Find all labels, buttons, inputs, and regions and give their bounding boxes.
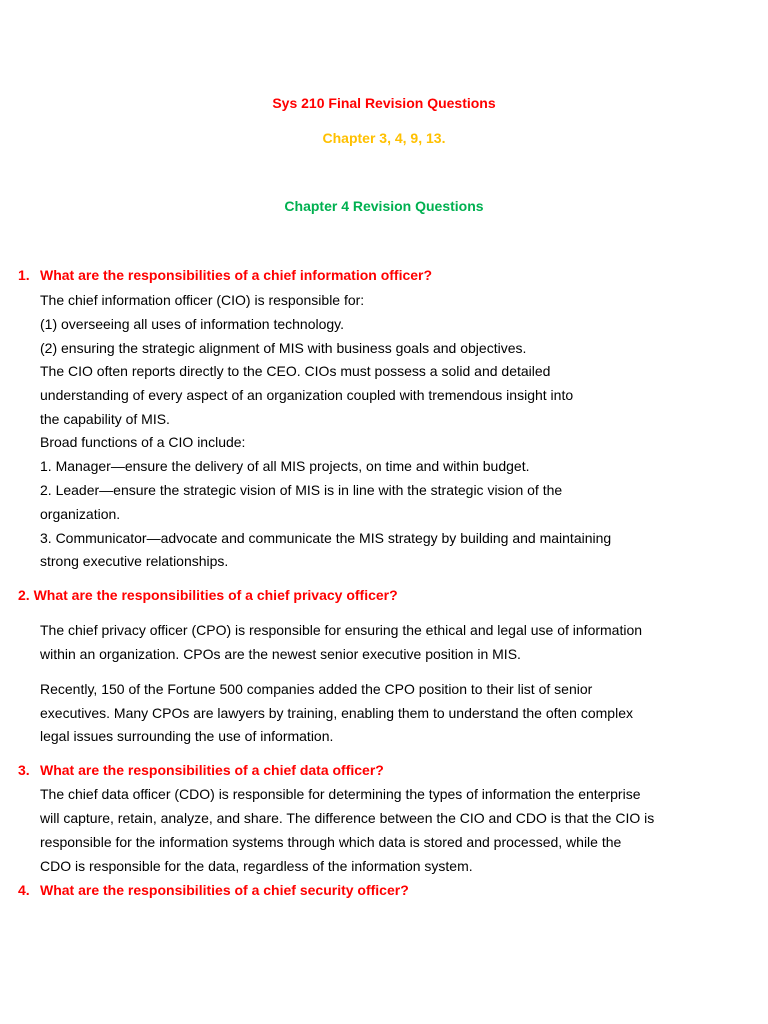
answer-line: understanding of every aspect of an organization coupled with tremendous insight into (40, 387, 574, 403)
answer-line: within an organization. CPOs are the newest senior executive position in MIS. (40, 646, 521, 662)
answer-line: 1. Manager—ensure the delivery of all MIS projects, on time and within budget. (40, 458, 530, 474)
question-3-heading (18, 762, 384, 778)
answer-line: the capability of MIS. (40, 411, 170, 427)
answer-line: Recently, 150 of the Fortune 500 companies added the CPO position to their list of senior (40, 681, 593, 697)
answer-line: executives. Many CPOs are lawyers by training, enabling them to understand the often complex (40, 705, 633, 721)
question-text: What are the responsibilities of a chief data officer? (40, 762, 384, 778)
answer-line: 3. Communicator—advocate and communicate the MIS strategy by building and maintaining (40, 530, 612, 546)
answer-line: strong executive relationships. (40, 553, 229, 569)
answer-line: Broad functions of a CIO include: (40, 434, 246, 450)
question-text: What are the responsibilities of a chief privacy officer? (33, 587, 398, 603)
document-title: Sys 210 Final Revision Questions (272, 95, 496, 111)
answer-line: (1) overseeing all uses of information technology. (40, 316, 345, 332)
answer-line: (2) ensuring the strategic alignment of MIS with business goals and objectives. (40, 340, 527, 356)
question-number: 4. (18, 882, 30, 898)
question-text: What are the responsibilities of a chief security officer? (40, 882, 409, 898)
answer-line: legal issues surrounding the use of information. (40, 728, 334, 744)
section-heading: Chapter 4 Revision Questions (284, 198, 484, 214)
answer-line: The chief privacy officer (CPO) is responsible for ensuring the ethical and legal use of information (40, 622, 643, 638)
chapters-subtitle: Chapter 3, 4, 9, 13. (322, 130, 446, 146)
question-2-heading (18, 587, 398, 603)
question-number: 1. (18, 267, 30, 283)
answer-line: CDO is responsible for the data, regardless of the information system. (40, 858, 473, 874)
question-text: What are the responsibilities of a chief information officer? (40, 267, 433, 283)
answer-line: The chief information officer (CIO) is responsible for: (40, 292, 365, 308)
question-number: 2. (18, 587, 30, 603)
answer-line: 2. Leader—ensure the strategic vision of MIS is in line with the strategic vision of the (40, 482, 563, 498)
question-number: 3. (18, 762, 30, 778)
question-4-heading (18, 882, 409, 898)
answer-line: organization. (40, 506, 121, 522)
answer-line: responsible for the information systems through which data is stored and processed, while the (40, 834, 622, 850)
question-1-heading (18, 267, 432, 283)
answer-line: The chief data officer (CDO) is responsible for determining the types of information the enterprise (40, 786, 641, 802)
answer-line: The CIO often reports directly to the CEO. CIOs must possess a solid and detailed (40, 363, 551, 379)
answer-line: will capture, retain, analyze, and share. The difference between the CIO and CDO is that the CIO is (40, 810, 655, 826)
